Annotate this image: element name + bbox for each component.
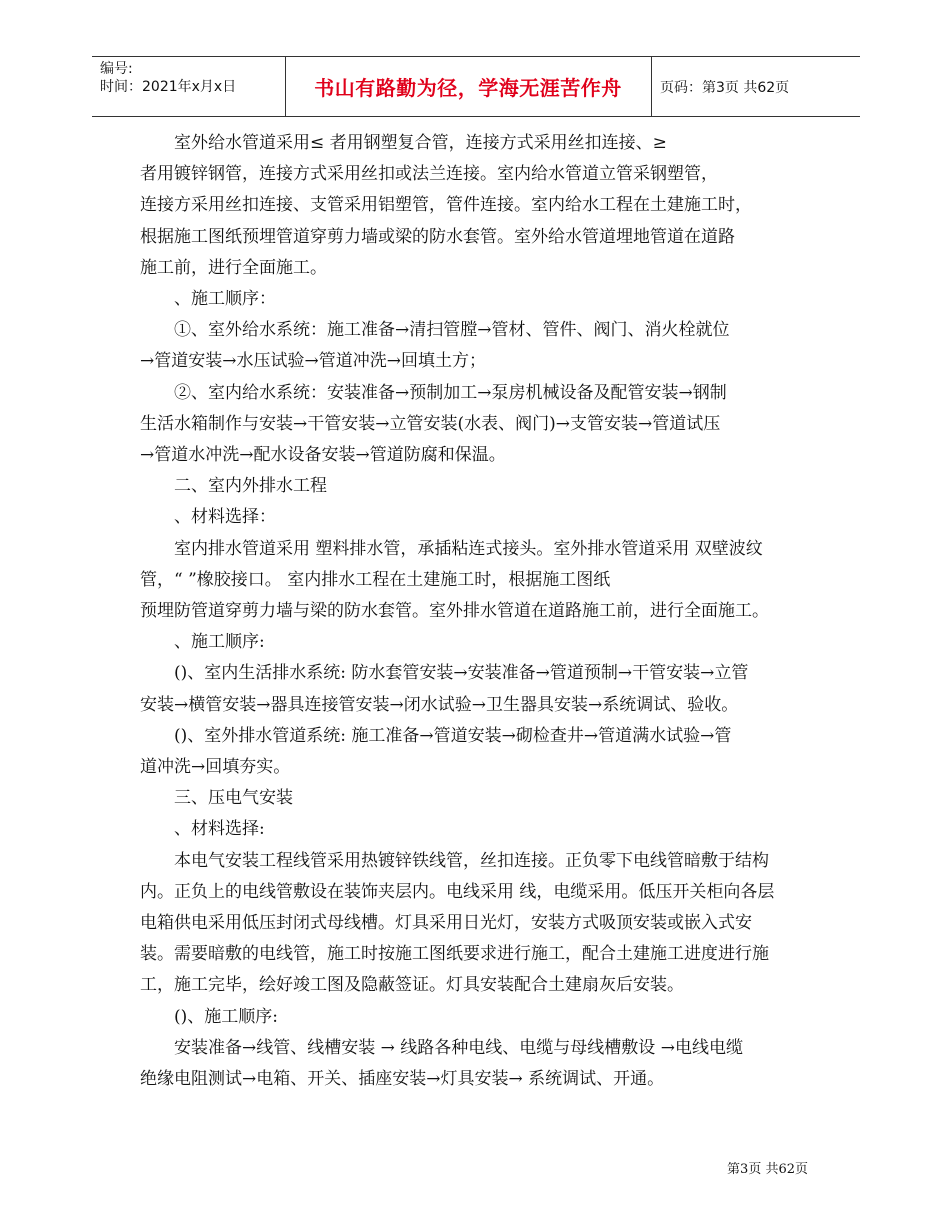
- body-line: ①、室外给水系统：施工准备→清扫管膛→管材、管件、阀门、消火栓就位: [174, 320, 730, 341]
- document-body: [140, 128, 815, 1095]
- body-line: 电箱供电采用低压封闭式母线槽。灯具采用日光灯，安装方式吸顶安装或嵌入式安: [140, 913, 752, 934]
- body-line: 施工前，进行全面施工。: [140, 257, 327, 278]
- section-heading: 二、室内外排水工程: [174, 476, 327, 497]
- body-line: 生活水箱制作与安装→干管安装→立管安装(水表、阀门)→支管安装→管道试压: [140, 413, 721, 434]
- body-line: 安装→横管安装→器具连接管安装→闭水试验→卫生器具安装→系统调试、验收。: [140, 694, 739, 715]
- header-divider: [651, 56, 652, 117]
- body-line: 装。需要暗敷的电线管，施工时按施工图纸要求进行施工，配合土建施工进度进行施: [140, 944, 769, 965]
- header-motto: 书山有路勤为径，学海无涯苦作舟: [314, 76, 622, 100]
- body-line: 室外给水管道采用≤ 者用钢塑复合管，连接方式采用丝扣连接、≥: [174, 133, 667, 153]
- body-line: →管道水冲洗→配水设备安装→管道防腐和保温。: [140, 445, 506, 466]
- section-subheading: 、材料选择:: [174, 819, 265, 840]
- body-line: 预埋防管道穿剪力墙与梁的防水套管。室外排水管道在道路施工前，进行全面施工。: [140, 601, 769, 622]
- section-heading: 三、压电气安装: [174, 788, 293, 809]
- body-line: 内。正负上的电线管敷设在装饰夹层内。电线采用 线，电缆采用。低压开关柜向各层: [140, 881, 775, 902]
- body-line: 连接方采用丝扣连接、支管采用铝塑管，管件连接。室内给水工程在土建施工时，: [140, 195, 752, 216]
- body-line: 根据施工图纸预埋管道穿剪力墙或梁的防水套管。室外给水管道埋地管道在道路: [140, 226, 735, 247]
- header-page-number: 页码：第3页 共62页: [660, 79, 790, 96]
- body-line: 道冲洗→回填夯实。: [140, 757, 291, 778]
- body-line: 本电气安装工程线管采用热镀锌铁线管，丝扣连接。正负零下电线管暗敷于结构: [174, 850, 769, 871]
- body-line: ()、室外排水管道系统: 施工准备→管道安装→砌检查井→管道满水试验→管: [174, 725, 732, 746]
- body-line: 工，施工完毕，绘好竣工图及隐蔽签证。灯具安装配合土建扇灰后安装。: [140, 975, 684, 996]
- body-line: 管，“ ”橡胶接口。 室内排水工程在土建施工时，根据施工图纸: [140, 569, 611, 590]
- body-line: ()、室内生活排水系统: 防水套管安装→安装准备→管道预制→干管安装→立管: [174, 663, 749, 684]
- section-subheading: ()、施工顺序:: [174, 1006, 278, 1027]
- body-line: →管道安装→水压试验→管道冲洗→回填土方；: [140, 351, 486, 372]
- body-line: 安装准备→线管、线槽安装 → 线路各种电线、电缆与母线槽敷设 →电线电缆: [174, 1037, 743, 1058]
- header-meta: [100, 60, 236, 96]
- body-line: 室内排水管道采用 塑料排水管，承插粘连式接头。室外排水管道采用 双壁波纹: [174, 538, 763, 559]
- body-line: 者用镀锌钢管，连接方式采用丝扣或法兰连接。室内给水管道立管采钢塑管，: [140, 164, 718, 185]
- document-number-label: 编号:: [100, 61, 133, 77]
- body-line: 绝缘电阻测试→电箱、开关、插座安装→灯具安装→ 系统调试、开通。: [140, 1069, 665, 1090]
- document-time-label: 时间：2021年x月x日: [100, 79, 237, 95]
- section-subheading: 、施工顺序：: [174, 289, 276, 310]
- body-line: ②、室内给水系统：安装准备→预制加工→泵房机械设备及配管安装→钢制: [174, 382, 727, 403]
- footer-page-number: 第3页 共62页: [727, 1162, 808, 1177]
- section-subheading: 、材料选择：: [174, 507, 276, 528]
- section-subheading: 、施工顺序:: [174, 632, 265, 653]
